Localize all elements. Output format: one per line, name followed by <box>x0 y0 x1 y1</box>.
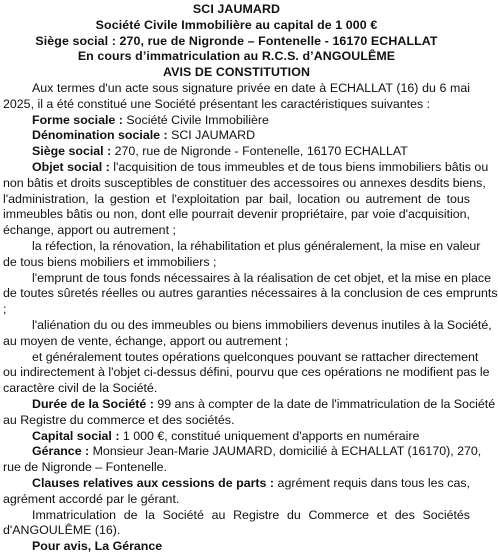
intro-line-1: Aux termes d'un acte sous signature privée en date à ECHALLAT (16) du 6 mai <box>32 80 470 95</box>
duree-line-1 <box>3 396 496 413</box>
registered-office: Siège social : 270, rue de Nigronde – Fontenelle - 16170 ECHALLAT <box>35 33 438 48</box>
denomination-sociale <box>3 128 470 144</box>
registration-status: En cours d’immatriculation au R.C.S. d’ANGOULÊME <box>77 49 396 64</box>
gerance-line-2: rue de Nigronde – Fontenelle. <box>3 460 167 475</box>
objet-line-3: l'administration, la gestion et l'exploitation par bail, location ou autrement de tous <box>3 191 470 206</box>
notice-title: AVIS DE CONSTITUTION <box>162 65 311 80</box>
company-name: SCI JAUMARD <box>192 2 281 16</box>
clauses-line-1 <box>3 476 470 492</box>
general-line-1: et généralement toutes opérations quelconques pouvant se rattacher directement <box>32 349 479 364</box>
clauses-label: Clauses relatives aux cessions de parts : <box>32 475 275 490</box>
capital-social <box>3 429 470 445</box>
emprunt-line-3: ; <box>3 302 7 317</box>
objet-line-2: non bâtis et droits susceptibles de constituer des accessoires ou annexes desdits biens, <box>3 175 486 190</box>
clauses-text-1: agrément requis dans tous les cas, <box>274 475 470 490</box>
objet-label: Objet social : <box>32 159 110 174</box>
siege-label: Siège social : <box>32 144 112 159</box>
emprunt-line-2: de toutes sûretés réelles ou autres garanties nécessaires à la conclusion de ces emprunts <box>3 286 498 301</box>
duree-label: Durée de la Société : <box>32 396 154 411</box>
objet-line-4: immeubles bâtis ou non, dont elle pourrait devenir propriétaire, par voie d'acquisition, <box>3 207 470 222</box>
general-line-2: ou indirectement à l'objet ci-dessus défini, pourvu que ces opérations ne modifient pas le <box>3 365 490 380</box>
immat-line-1: Immatriculation de la Société au Registre du Commerce et des Sociétés <box>32 507 470 522</box>
siege-value: 270, rue de Nigronde - Fontenelle, 16170 ECHALLAT <box>111 144 408 159</box>
gerance-line-1 <box>3 444 482 460</box>
emprunt-line-1: l'emprunt de tous fonds nécessaires à la réalisation de cet objet, et la mise en place <box>32 270 492 285</box>
objet-line-5: échange, apport ou autrement ; <box>3 223 176 238</box>
objet-text-1: l'acquisition de tous immeubles et de tous biens immobiliers bâtis ou <box>109 159 489 174</box>
duree-line-2: au Registre du commerce et des sociétés. <box>3 412 235 427</box>
clauses-line-2: agrément accordé par le gérant. <box>3 491 180 506</box>
forme-value: Société Civile Immobilière <box>122 112 269 127</box>
objet-line-1 <box>3 159 489 176</box>
gerance-label: Gérance : <box>32 444 90 459</box>
alienation-line-2: au moyen de vente, échange, apport ou autrement ; <box>3 333 289 348</box>
capital-label: Capital social : <box>32 428 120 443</box>
refection-line-1: la réfection, la rénovation, la réhabilitation et plus généralement, la mise en valeur <box>32 238 481 253</box>
intro-line-2: 2025, il a été constitué une Société présentant les caractéristiques suivantes : <box>3 96 431 111</box>
closing-signature: Pour avis, La Gérance <box>32 539 163 554</box>
siege-social <box>3 144 470 160</box>
duree-text-1: 99 ans à compter de la date de l'immatriculation de la Société <box>153 396 496 411</box>
gerance-text-1: Monsieur Jean-Marie JAUMARD, domicilié à ECHALLAT (16170), 270, <box>89 444 482 459</box>
capital-value: 1 000 €, constitué uniquement d'apports en numéraire <box>119 428 420 443</box>
company-form: Société Civile Immobilière au capital de 1 000 € <box>95 17 378 32</box>
denom-label: Dénomination sociale : <box>32 128 168 143</box>
alienation-line-1: l'aliénation du ou des immeubles ou biens immobiliers devenus inutiles à la Société, <box>32 317 492 332</box>
refection-line-2: de tous biens mobiliers et immobiliers ; <box>3 254 217 269</box>
denom-value: SCI JAUMARD <box>167 128 256 143</box>
immat-line-2: d'ANGOULÊME (16). <box>3 523 121 538</box>
forme-label: Forme sociale : <box>32 112 123 127</box>
forme-sociale <box>3 113 470 129</box>
general-line-3: caractère civil de la Société. <box>3 381 158 396</box>
